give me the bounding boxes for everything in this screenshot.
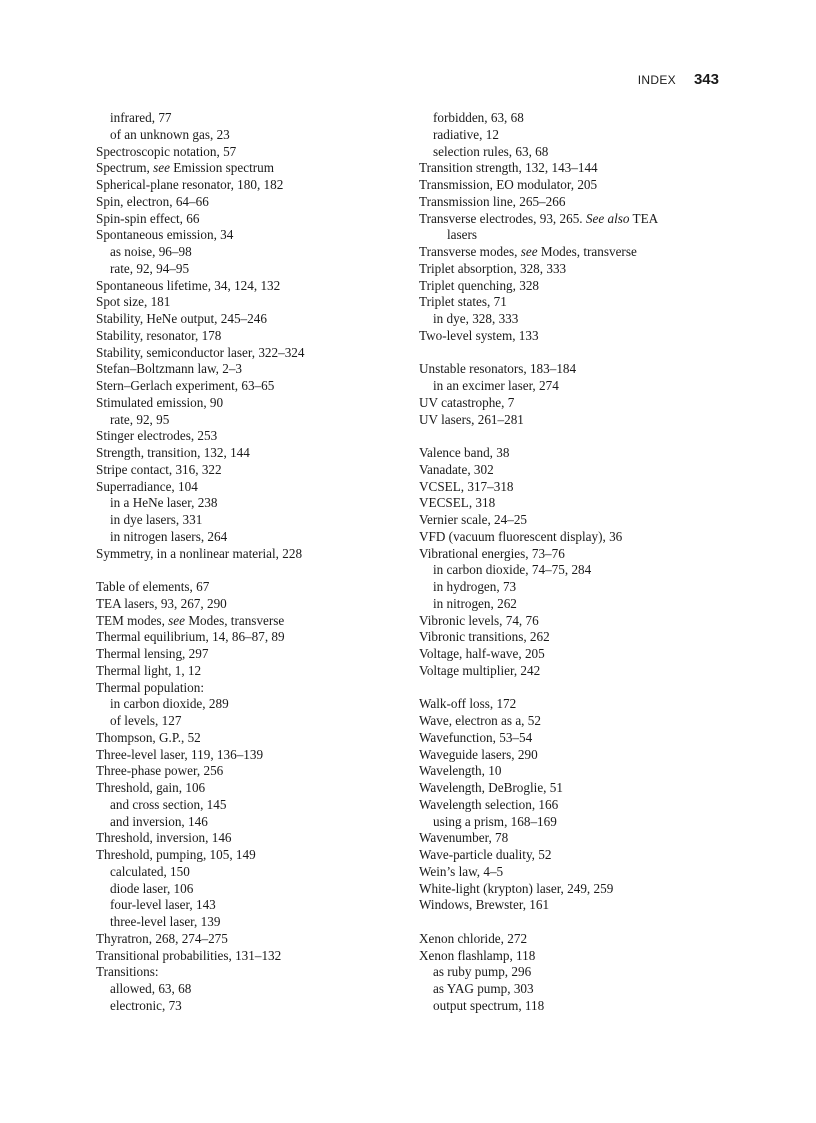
index-entry: Stability, HeNe output, 245–246 xyxy=(96,311,267,326)
index-entry: Strength, transition, 132, 144 xyxy=(96,445,250,460)
index-entry: Spot size, 181 xyxy=(96,294,171,310)
index-subentry: electronic, 73 xyxy=(110,997,182,1013)
index-entry: Thermal light, 1, 12 xyxy=(96,662,202,678)
index-entry: Three-level laser, 119, 136–139 xyxy=(96,746,264,762)
index-entry: UV lasers, 261–281 xyxy=(419,411,524,427)
index-entry: TEM modes, see Modes, transverse xyxy=(96,612,285,628)
running-header xyxy=(638,71,719,88)
section-gap xyxy=(96,562,304,579)
section-gap xyxy=(419,345,658,362)
index-subentry: forbidden, 63, 68 xyxy=(433,110,524,125)
index-entry: Transmission, EO modulator, 205 xyxy=(419,177,598,192)
index-column-right xyxy=(419,110,658,1015)
index-subentry: calculated, 150 xyxy=(110,863,190,879)
index-entry: Thyratron, 268, 274–275 xyxy=(96,930,228,946)
index-entry: UV catastrophe, 7 xyxy=(419,394,515,410)
index-entry: Stinger electrodes, 253 xyxy=(96,428,218,444)
index-entry: Valence band, 38 xyxy=(419,445,510,460)
index-entry: Stern–Gerlach experiment, 63–65 xyxy=(96,378,275,393)
index-subentry: allowed, 63, 68 xyxy=(110,981,192,996)
index-column-left xyxy=(96,110,304,1015)
index-entry: Transitional probabilities, 131–132 xyxy=(96,947,282,963)
index-entry: Transmission line, 265–266 xyxy=(419,193,566,209)
index-entry: Walk-off loss, 172 xyxy=(419,696,517,712)
index-entry: Vibronic transitions, 262 xyxy=(419,629,550,645)
index-entry: VCSEL, 317–318 xyxy=(419,478,514,494)
index-entry: Transverse electrodes, 93, 265. See also TEA xyxy=(419,210,659,226)
index-subentry: radiative, 12 xyxy=(433,126,499,142)
index-entry: Two-level system, 133 xyxy=(419,327,539,343)
index-subentry: diode laser, 106 xyxy=(110,880,194,896)
index-entry: Stripe contact, 316, 322 xyxy=(96,461,222,477)
index-entry: Xenon chloride, 272 xyxy=(419,930,528,946)
index-entry: Spontaneous emission, 34 xyxy=(96,227,234,243)
index-entry: Wavefunction, 53–54 xyxy=(419,729,533,745)
index-subentry: in hydrogen, 73 xyxy=(433,579,517,594)
index-subentry: output spectrum, 118 xyxy=(433,997,545,1013)
index-entry: Spin, electron, 64–66 xyxy=(96,193,209,209)
index-entry: Spin-spin effect, 66 xyxy=(96,210,200,226)
index-entry: Transition strength, 132, 143–144 xyxy=(419,160,598,176)
index-entry: Triplet absorption, 328, 333 xyxy=(419,260,567,276)
index-entry: Wein’s law, 4–5 xyxy=(419,863,504,879)
index-entry: Stability, resonator, 178 xyxy=(96,327,222,343)
index-subentry: rate, 92, 95 xyxy=(110,411,170,427)
running-header-label: INDEX xyxy=(637,73,676,87)
index-subentry: in dye lasers, 331 xyxy=(110,512,203,527)
index-entry: Threshold, pumping, 105, 149 xyxy=(96,847,256,862)
index-entry: Wave-particle duality, 52 xyxy=(419,847,552,862)
index-entry: Spherical-plane resonator, 180, 182 xyxy=(96,177,284,192)
index-entry: Spectroscopic notation, 57 xyxy=(96,143,237,159)
index-subentry: using a prism, 168–169 xyxy=(433,813,557,829)
index-subentry: in carbon dioxide, 289 xyxy=(110,696,229,712)
index-entry: Transitions: xyxy=(96,964,159,980)
index-entry: Xenon flashlamp, 118 xyxy=(419,947,536,963)
index-entry-continuation: lasers xyxy=(447,227,478,243)
index-entry: Vanadate, 302 xyxy=(419,461,494,477)
index-entry: Stability, semiconductor laser, 322–324 xyxy=(96,344,305,360)
index-entry: Stimulated emission, 90 xyxy=(96,394,224,410)
page-number: 343 xyxy=(693,71,719,88)
index-entry: Windows, Brewster, 161 xyxy=(419,897,550,913)
index-subentry: as YAG pump, 303 xyxy=(433,981,534,996)
index-entry: VFD (vacuum fluorescent display), 36 xyxy=(419,528,623,544)
index-entry: Transverse modes, see Modes, transverse xyxy=(419,244,637,259)
section-gap xyxy=(419,428,658,445)
index-subentry: and cross section, 145 xyxy=(110,796,227,812)
index-entry: Vibrational energies, 73–76 xyxy=(419,545,565,561)
index-subentry: selection rules, 63, 68 xyxy=(433,143,549,159)
index-subentry: three-level laser, 139 xyxy=(110,914,221,929)
index-entry: TEA lasers, 93, 267, 290 xyxy=(96,595,227,611)
index-entry: Stefan–Boltzmann law, 2–3 xyxy=(96,361,243,377)
index-subentry: as noise, 96–98 xyxy=(110,244,192,259)
index-entry: Triplet states, 71 xyxy=(419,294,507,310)
index-entry: Threshold, inversion, 146 xyxy=(96,830,232,846)
index-entry: Vibronic levels, 74, 76 xyxy=(419,612,539,628)
index-subentry: and inversion, 146 xyxy=(110,813,208,829)
index-entry: Thermal population: xyxy=(96,679,205,695)
index-entry: Threshold, gain, 106 xyxy=(96,780,206,795)
index-entry: Voltage, half-wave, 205 xyxy=(419,646,545,661)
index-entry: Vernier scale, 24–25 xyxy=(419,512,528,527)
index-subentry: rate, 92, 94–95 xyxy=(110,260,190,276)
index-entry: VECSEL, 318 xyxy=(419,495,496,511)
index-entry: Unstable resonators, 183–184 xyxy=(419,361,577,377)
index-entry: Symmetry, in a nonlinear material, 228 xyxy=(96,545,303,561)
index-entry: Triplet quenching, 328 xyxy=(419,277,540,293)
index-entry: Thompson, G.P., 52 xyxy=(96,729,201,745)
index-entry: Voltage multiplier, 242 xyxy=(419,662,541,678)
index-entry: Wavelength selection, 166 xyxy=(419,796,559,812)
index-entry: White-light (krypton) laser, 249, 259 xyxy=(419,880,614,896)
index-subentry: four-level laser, 143 xyxy=(110,897,216,913)
section-gap xyxy=(419,914,658,931)
index-entry: Superradiance, 104 xyxy=(96,478,198,494)
index-subentry: as ruby pump, 296 xyxy=(433,964,532,980)
index-subentry: of an unknown gas, 23 xyxy=(110,126,230,142)
index-entry: Table of elements, 67 xyxy=(96,579,210,594)
index-subentry: in dye, 328, 333 xyxy=(433,311,519,326)
index-entry: Wavelength, DeBroglie, 51 xyxy=(419,780,563,795)
index-subentry: in a HeNe laser, 238 xyxy=(110,495,218,511)
index-entry: Wavelength, 10 xyxy=(419,763,502,779)
index-entry: Wave, electron as a, 52 xyxy=(419,713,541,728)
index-entry: Three-phase power, 256 xyxy=(96,763,224,779)
index-subentry: infrared, 77 xyxy=(110,110,172,125)
index-subentry: in nitrogen, 262 xyxy=(433,595,517,611)
index-subentry: in an excimer laser, 274 xyxy=(433,378,559,393)
index-entry: Thermal equilibrium, 14, 86–87, 89 xyxy=(96,629,285,645)
index-subentry: of levels, 127 xyxy=(110,713,182,728)
index-entry: Wavenumber, 78 xyxy=(419,830,509,846)
index-entry: Waveguide lasers, 290 xyxy=(419,746,538,762)
section-gap xyxy=(419,680,658,697)
index-entry: Spectrum, see Emission spectrum xyxy=(96,160,275,176)
index-entry: Spontaneous lifetime, 34, 124, 132 xyxy=(96,277,281,293)
index-entry: Thermal lensing, 297 xyxy=(96,646,209,661)
index-subentry: in nitrogen lasers, 264 xyxy=(110,528,228,544)
index-subentry: in carbon dioxide, 74–75, 284 xyxy=(433,562,592,578)
